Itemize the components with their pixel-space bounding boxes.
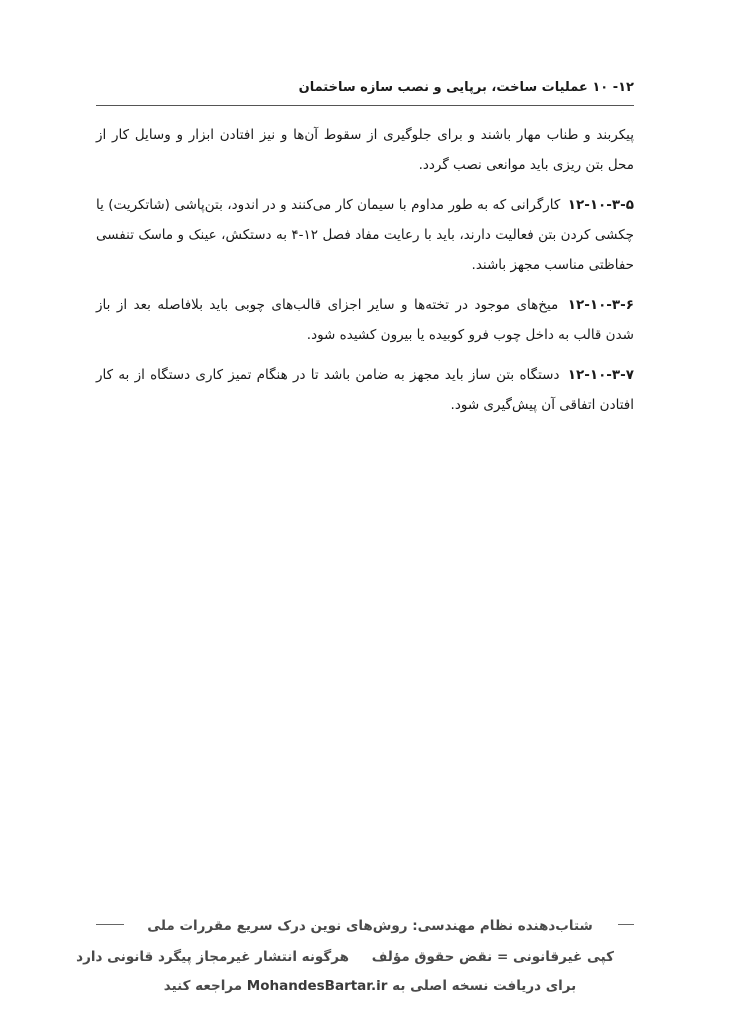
footer-source-notice: [126, 978, 614, 994]
footer-tagline: شتاب‌دهنده نظام مهندسی: روش‌های نوین درک سریع مقررات ملی: [147, 918, 593, 934]
clause-number: ۱۲-۱۰-۳-۶: [567, 297, 634, 313]
clause-paragraph: [96, 190, 634, 280]
paragraph-continuation: [96, 120, 634, 180]
footer-watermark: [76, 918, 634, 1008]
source-prefix: برای دریافت نسخه اصلی به: [392, 978, 577, 994]
copyright-warning: کپی غیرقانونی = نقض حقوق مؤلف: [371, 949, 614, 965]
paragraph-text: دستگاه بتن ساز باید مجهز به ضامن باشد تا در هنگام تمیز کاری دستگاه از به کار افتادن اتفاقی آن پیش‌گیری شود.: [96, 367, 634, 413]
clause-paragraph: [96, 360, 634, 420]
page-header: [96, 78, 634, 106]
footer-copyright-notice: [76, 949, 614, 965]
paragraph-text: کارگرانی که به طور مداوم با سیمان کار می‌کنند و در اندود، بتن‌پاشی (شاتکریت) یا چکشی کردن بتن فعالیت دارند، باید با رعایت مفاد فصل ۱۲-۴ به دستکش، عینک و ماسک تنفسی حفاظتی مناسب مجهز باشند.: [96, 197, 634, 273]
paragraph-text: پیکربند و طناب مهار باشند و برای جلوگیری از سقوط آن‌ها و نیز افتادن ابزار و وسایل کار از محل بتن ریزی باید موانعی نصب گردد.: [96, 127, 634, 173]
paragraph-text: میخ‌های موجود در تخته‌ها و سایر اجزای قالب‌های چوبی باید بلافاصله بعد از باز شدن قالب به داخل چوب فرو کوبیده یا بیرون کشیده شود.: [96, 297, 634, 343]
footer-divider: [96, 924, 124, 925]
chapter-title: ۱۲- ۱۰ عملیات ساخت، برپایی و نصب سازه ساختمان: [298, 80, 634, 95]
clause-number: ۱۲-۱۰-۳-۵: [567, 197, 634, 213]
source-suffix: مراجعه کنید: [163, 978, 243, 994]
legal-warning: هرگونه انتشار غیرمجاز پیگرد قانونی دارد: [76, 949, 349, 965]
clause-paragraph: [96, 290, 634, 350]
body-text: [96, 120, 634, 430]
clause-number: ۱۲-۱۰-۳-۷: [567, 367, 634, 383]
footer-divider: [618, 924, 634, 925]
website-link[interactable]: MohandesBartar.ir: [246, 978, 388, 994]
